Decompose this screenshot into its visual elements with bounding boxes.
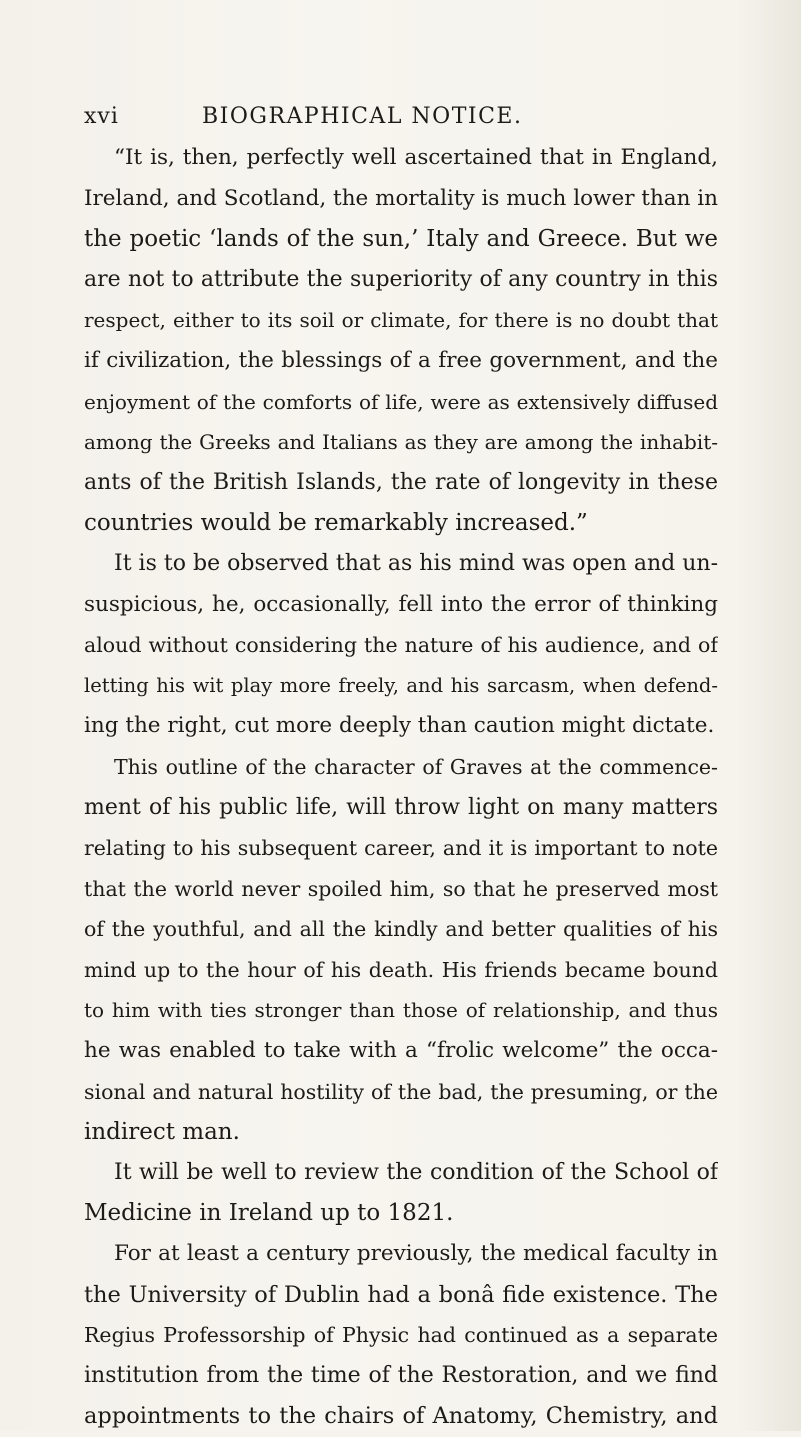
text-line: “It is, then, perfectly well ascertained that in England, — [114, 145, 718, 170]
text-line: among the Greeks and Italians as they are among the inhabit- — [84, 430, 718, 455]
text-line: Medicine in Ireland up to 1821. — [84, 1200, 454, 1227]
text-line: countries would be remarkably increased.” — [84, 510, 588, 537]
running-title: BIOGRAPHICAL NOTICE. — [202, 104, 523, 129]
text-line: ants of the British Islands, the rate of longevity in these — [84, 469, 718, 495]
text-line: that the world never spoiled him, so that he preserved most — [84, 876, 718, 901]
text-line: of the youthful, and all the kindly and better qualities of his — [84, 917, 718, 942]
text-line: relating to his subsequent career, and it is important to note — [84, 836, 718, 861]
text-line: ing the right, cut more deeply than caution might dictate. — [84, 713, 715, 739]
text-line: Regius Professorship of Physic had continued as a separate — [84, 1323, 718, 1348]
text-line: It will be well to review the condition of the School of — [114, 1159, 718, 1185]
text-line: sional and natural hostility of the bad, the presuming, or the — [84, 1079, 718, 1104]
text-line: he was enabled to take with a “frolic welcome” the occa- — [84, 1038, 718, 1064]
text-line: Ireland, and Scotland, the mortality is much lower than in — [84, 185, 718, 211]
text-line: the University of Dublin had a bonâ fide existence. The — [84, 1281, 718, 1308]
text-line: institution from the time of the Restoration, and we find — [84, 1362, 718, 1388]
text-line: aloud without considering the nature of his audience, and of — [84, 633, 718, 658]
text-line: are not to attribute the superiority of any country in this — [84, 266, 718, 292]
text-line: if civilization, the blessings of a free government, and the — [84, 347, 718, 373]
page-number: xvi — [84, 104, 119, 129]
text-line: the poetic ‘lands of the sun,’ Italy and Greece. But we — [84, 226, 718, 253]
text-line: to him with ties stronger than those of relationship, and thus — [84, 998, 718, 1023]
text-line: It is to be observed that as his mind was open and un- — [114, 550, 718, 576]
text-line: appointments to the chairs of Anatomy, Chemistry, and — [84, 1403, 718, 1430]
text-line: indirect man. — [84, 1119, 240, 1146]
text-line: For at least a century previously, the medical faculty in — [114, 1241, 718, 1267]
text-line: This outline of the character of Graves at the commence- — [114, 754, 718, 779]
text-line: ment of his public life, will throw light on many matters — [84, 794, 718, 820]
body-text — [84, 138, 718, 1437]
text-line: letting his wit play more freely, and his sarcasm, when defend- — [84, 673, 718, 697]
text-line: mind up to the hour of his death. His friends became bound — [84, 957, 718, 982]
text-line: enjoyment of the comforts of life, were as extensively diffused — [84, 389, 718, 414]
page-header — [84, 104, 718, 138]
text-line: respect, either to its soil or climate, for there is no doubt that — [84, 308, 718, 333]
text-line: suspicious, he, occasionally, fell into the error of thinking — [84, 591, 718, 617]
